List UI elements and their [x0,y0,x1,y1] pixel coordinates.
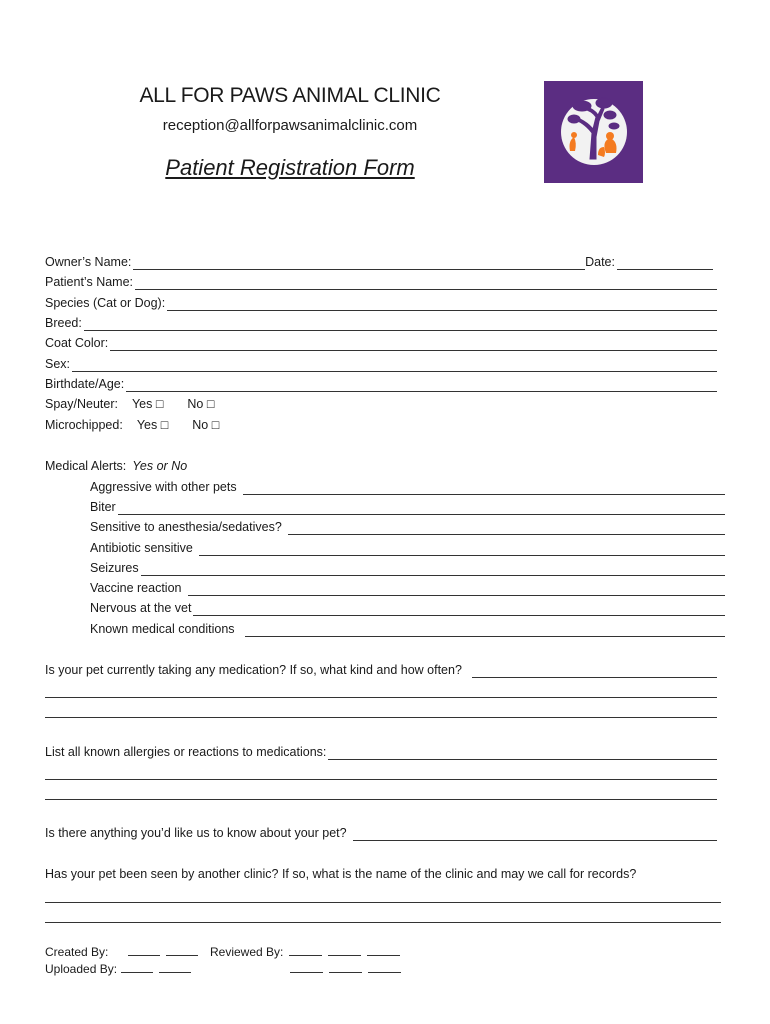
uploaded-by-field[interactable] [121,961,153,973]
medical-item-field[interactable] [141,563,725,576]
medical-item-row [90,622,725,637]
uploaded-by-field[interactable] [159,961,191,973]
medical-item-row [90,601,725,616]
microchip-no-checkbox[interactable]: No □ [192,418,220,432]
clinic-name: ALL FOR PAWS ANIMAL CLINIC [139,84,441,107]
spay-neuter-row [45,397,214,412]
allergies-answer-line[interactable] [45,779,717,780]
other-clinic-answer-line[interactable] [45,902,721,903]
sex-field[interactable] [72,359,717,372]
other-clinic-answer-line[interactable] [45,922,721,923]
medical-item-label: Antibiotic sensitive [90,541,193,555]
medical-item-row [90,561,725,576]
breed-label: Breed: [45,316,82,330]
medical-item-label: Biter [90,500,116,514]
allergies-answer-field[interactable] [328,747,717,760]
uploaded-by-row [45,961,191,977]
medical-item-field[interactable] [243,482,725,495]
allergies-question-row [45,745,717,760]
allergies-question: List all known allergies or reactions to medications: [45,745,327,759]
spay-yes-checkbox[interactable]: Yes □ [131,397,164,411]
patients-name-label: Patient’s Name: [45,275,134,289]
medication-question: Is your pet currently taking any medication? If so, what kind and how often? [45,663,462,677]
medical-item-row [90,500,725,515]
microchipped-label: Microchipped: [45,418,123,432]
breed-row [45,316,717,331]
clinic-email: reception@allforpawsanimalclinic.com [162,117,418,134]
patients-name-field[interactable] [135,277,717,290]
reviewed-by-label: Reviewed By: [210,945,284,959]
medical-item-label: Seizures [90,561,139,575]
owners-name-row [45,255,713,270]
reviewed-by-field[interactable] [368,961,401,973]
medical-item-label: Sensitive to anesthesia/sedatives? [90,520,282,534]
anything-else-field[interactable] [353,828,717,841]
microchipped-row [45,418,219,433]
breed-field[interactable] [84,318,717,331]
medical-item-row [90,480,725,495]
medication-answer-line[interactable] [45,697,717,698]
coat-color-field[interactable] [110,338,717,351]
owners-name-label: Owner’s Name: [45,255,132,269]
coat-color-label: Coat Color: [45,336,109,350]
medical-alerts-label: Medical Alerts: [45,459,127,473]
medical-item-field[interactable] [193,603,725,616]
reviewed-by-field[interactable] [328,944,361,956]
allergies-answer-line[interactable] [45,799,717,800]
species-field[interactable] [167,298,717,311]
medical-item-row [90,520,725,535]
sex-label: Sex: [45,357,71,371]
birthdate-field[interactable] [126,379,717,392]
created-by-field[interactable] [128,944,160,956]
medical-alerts-heading [45,459,187,474]
medication-question-row [45,663,717,678]
clinic-logo [544,81,643,183]
created-by-row [45,944,198,960]
birthdate-label: Birthdate/Age: [45,377,125,391]
medical-item-label: Vaccine reaction [90,581,182,595]
reviewed-by-field[interactable] [290,961,323,973]
medication-answer-field[interactable] [472,665,717,678]
reviewed-by-row-2 [284,961,401,977]
date-label: Date: [585,255,615,269]
patients-name-row [45,275,717,290]
reviewed-by-field[interactable] [329,961,362,973]
birthdate-row [45,377,717,392]
medical-item-field[interactable] [118,502,725,515]
spay-neuter-label: Spay/Neuter: [45,397,118,411]
medication-answer-line[interactable] [45,717,717,718]
spay-no-checkbox[interactable]: No □ [187,397,215,411]
medical-item-label: Known medical conditions [90,622,235,636]
date-field[interactable] [617,257,713,270]
anything-else-row [45,826,717,841]
medical-item-field[interactable] [288,522,725,535]
species-row [45,296,717,311]
other-clinic-question: Has your pet been seen by another clinic? If so, what is the name of the clinic and may we call for records? [45,867,637,881]
reviewed-by-row [210,944,400,960]
medical-item-field[interactable] [188,583,726,596]
medical-item-field[interactable] [199,543,725,556]
medical-alerts-hint: Yes or No [132,459,188,473]
created-by-field[interactable] [166,944,198,956]
medical-item-field[interactable] [245,624,725,637]
medical-item-row [90,541,725,556]
owners-name-field[interactable] [133,257,585,270]
microchip-yes-checkbox[interactable]: Yes □ [136,418,169,432]
medical-item-row [90,581,725,596]
medical-item-label: Nervous at the vet [90,601,192,615]
created-by-label: Created By: [45,945,109,959]
sex-row [45,357,717,372]
anything-else-question: Is there anything you’d like us to know about your pet? [45,826,347,840]
reviewed-by-field[interactable] [367,944,400,956]
uploaded-by-label: Uploaded By: [45,962,118,976]
reviewed-by-field[interactable] [289,944,322,956]
species-label: Species (Cat or Dog): [45,296,166,310]
coat-color-row [45,336,717,351]
medical-item-label: Aggressive with other pets [90,480,237,494]
form-title: Patient Registration Form [165,155,415,180]
